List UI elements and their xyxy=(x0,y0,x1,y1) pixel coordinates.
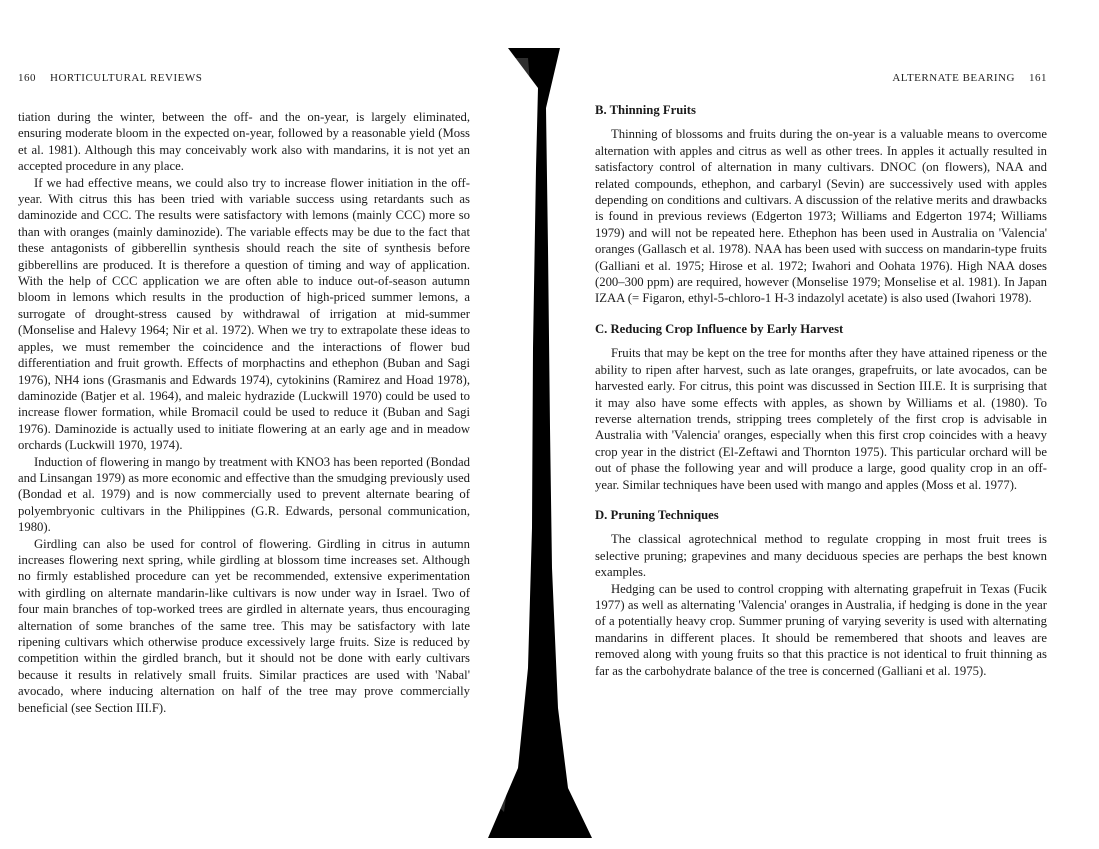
section-heading-early-harvest: C. Reducing Crop Influence by Early Harvest xyxy=(595,321,844,336)
right-running-head xyxy=(892,72,1047,84)
left-paragraph-2: If we had effective means, we could also try to increase flower initiation in the off-year. With citrus this has been tried with variable success using retardants such as daminozide and CCC. The results were satisfactory with lemons (mainly CCC) more so than with oranges (mainly daminozide). The variable effects may be due to the fact that these antagonists of gibberellin synthesis should reach the site of synthesis before gibberellins are produced. It is therefore a question of timing and way of application. With the help of CCC application we are often able to induce out-of-season autumn bloom in lemons which results in the production of high-priced summer lemons, a surrogate of drought-stress caused by withdrawal of irrigation at mid-summer (Monselise and Halevy 1964; Nir et al. 1972). When we try to extrapolate these ideas to apples, we must remember the coincidence and the interactions of flower bud differentiation and fruit growth. Effects of morphactins and ethephon (Buban and Sagi 1976), NH4 ions (Grasmanis and Edwards 1974), cytokinins (Ramirez and Hoad 1978), daminozide (Batjer et al. 1964), and maleic hydrazide (Luckwill 1970) could be used to increase flower formation, while Bromacil could be used to reduce it (Buban and Sagi 1976). Daminozide is actually used to initiate flowering at an early age and in meadow orchards (Luckwill 1970, 1974). xyxy=(18,175,470,453)
right-paragraph-pruning-2: Hedging can be used to control cropping with alternating grapefruit in Texas (Fucik 1977) as well as alternating 'Valencia' oranges in Australia, if hedging is done in the year of a potentially heavy crop. Summer pruning of varying severity is used with alternating mandarins in different places. It should be remembered that shoots and leaves are removed along with young fruits so that this practice is not identical to fruit thinning as far as the carbohydrate balance of the tree is concerned (Galliani et al. 1975). xyxy=(595,581,1047,678)
section-heading-pruning: D. Pruning Techniques xyxy=(595,507,719,522)
left-running-head-title: HORTICULTURAL REVIEWS xyxy=(50,72,203,84)
left-page-body xyxy=(18,109,470,716)
section-heading-thinning: B. Thinning Fruits xyxy=(595,103,696,117)
right-paragraph-thinning: Thinning of blossoms and fruits during the on-year is a valuable means to overcome alternation with apples and citrus as well as other trees. In apples it actually resulted in satisfactory control of alternation in many cultivars. DNOC (on flowers), NAA and related compounds, ethephon, and carbaryl (Sevin) are successively used with apples depending on conditions and cultivars. A discussion of the relative merits and drawbacks is found in previous reviews (Edgerton 1973; Williams and Edgerton 1974; Williams 1979) and will not be repeated here. Ethephon has been used in Australia on 'Valencia' oranges (Gallasch et al. 1978). NAA has been used with success on mandarin-type fruits (Galliani et al. 1975; Hirose et al. 1972; Iwahori and Oohata 1976). High NAA doses (200–300 ppm) are required, however (Monselise 1979; Monselise et al. 1981). In Japan IZAA (= Figaron, ethyl-5-chloro-1 H-3 indazolyl acetate) is also used (Iwahori 1978). xyxy=(595,127,1047,306)
left-paragraph-1: tiation during the winter, between the off- and the on-year, is largely eliminated, ensuring moderate bloom in the expected on-year, followed by a reasonable yield (Moss et al. 1981). Although this may conceivably work also with mandarins, it is not yet an accepted procedure in any place. xyxy=(18,110,470,174)
right-page-number: 161 xyxy=(1029,72,1047,84)
right-paragraph-early-harvest: Fruits that may be kept on the tree for months after they have attained ripeness or the ability to ripen after harvest, such as late oranges, grapefruits, or late avocados, can be harvested early. For citrus, this point was discussed in Section III.E. It is surprising that it may also have some effects with apples, as shown by Williams et al. (1980). To reverse alternation trends, stripping trees completely of the first crop is advisable in Australia with 'Valencia' oranges, especially when this first crop coincides with a heavy crop year in the district (El-Zeftawi and Thornton 1975). This particular orchard will be out of phase the following year and will produce a large, good quality crop in an off-year. Similar techniques have been used with mango and apples (Moss et al. 1977). xyxy=(595,346,1047,492)
right-running-head-title: ALTERNATE BEARING xyxy=(892,72,1015,84)
left-page-number: 160 xyxy=(18,72,36,84)
left-running-head xyxy=(18,72,202,84)
right-paragraph-pruning-1: The classical agrotechnical method to regulate cropping in most fruit trees is selective pruning; grapevines and many deciduous species are perhaps the best known examples. xyxy=(595,532,1047,580)
right-page-body xyxy=(595,102,1047,679)
left-paragraph-3: Induction of flowering in mango by treatment with KNO3 has been reported (Bondad and Linsangan 1979) as more economic and effective than the smudging previously used (Bondad et al. 1979) and is now commercially used to prevent alternate bearing of polyembryonic cultivars in the Philippines (G.R. Edwards, personal communication, 1980). xyxy=(18,454,470,535)
left-paragraph-4: Girdling can also be used for control of flowering. Girdling in citrus in autumn increases flowering next spring, while girdling at blossom time increases set. Although no firmly established procedure can yet be recommended, extensive experimentation with girdling on alternate mandarin-like cultivars is now under way in Israel. Two of four main branches of top-worked trees are girdled in alternate years, thus encouraging alternation of some branches of the same tree. This may be satisfactory with late ripening cultivars which otherwise produce excessively large fruits. Size is reduced by competition within the girdled branch, but it should not be done with early cultivars because it results in relatively small fruits. Similar practices are used with 'Nabal' avocado, where inducing alternation on half of the tree may prove commercially beneficial (see Section III.F). xyxy=(18,536,470,715)
book-gutter-shadow xyxy=(488,48,592,838)
